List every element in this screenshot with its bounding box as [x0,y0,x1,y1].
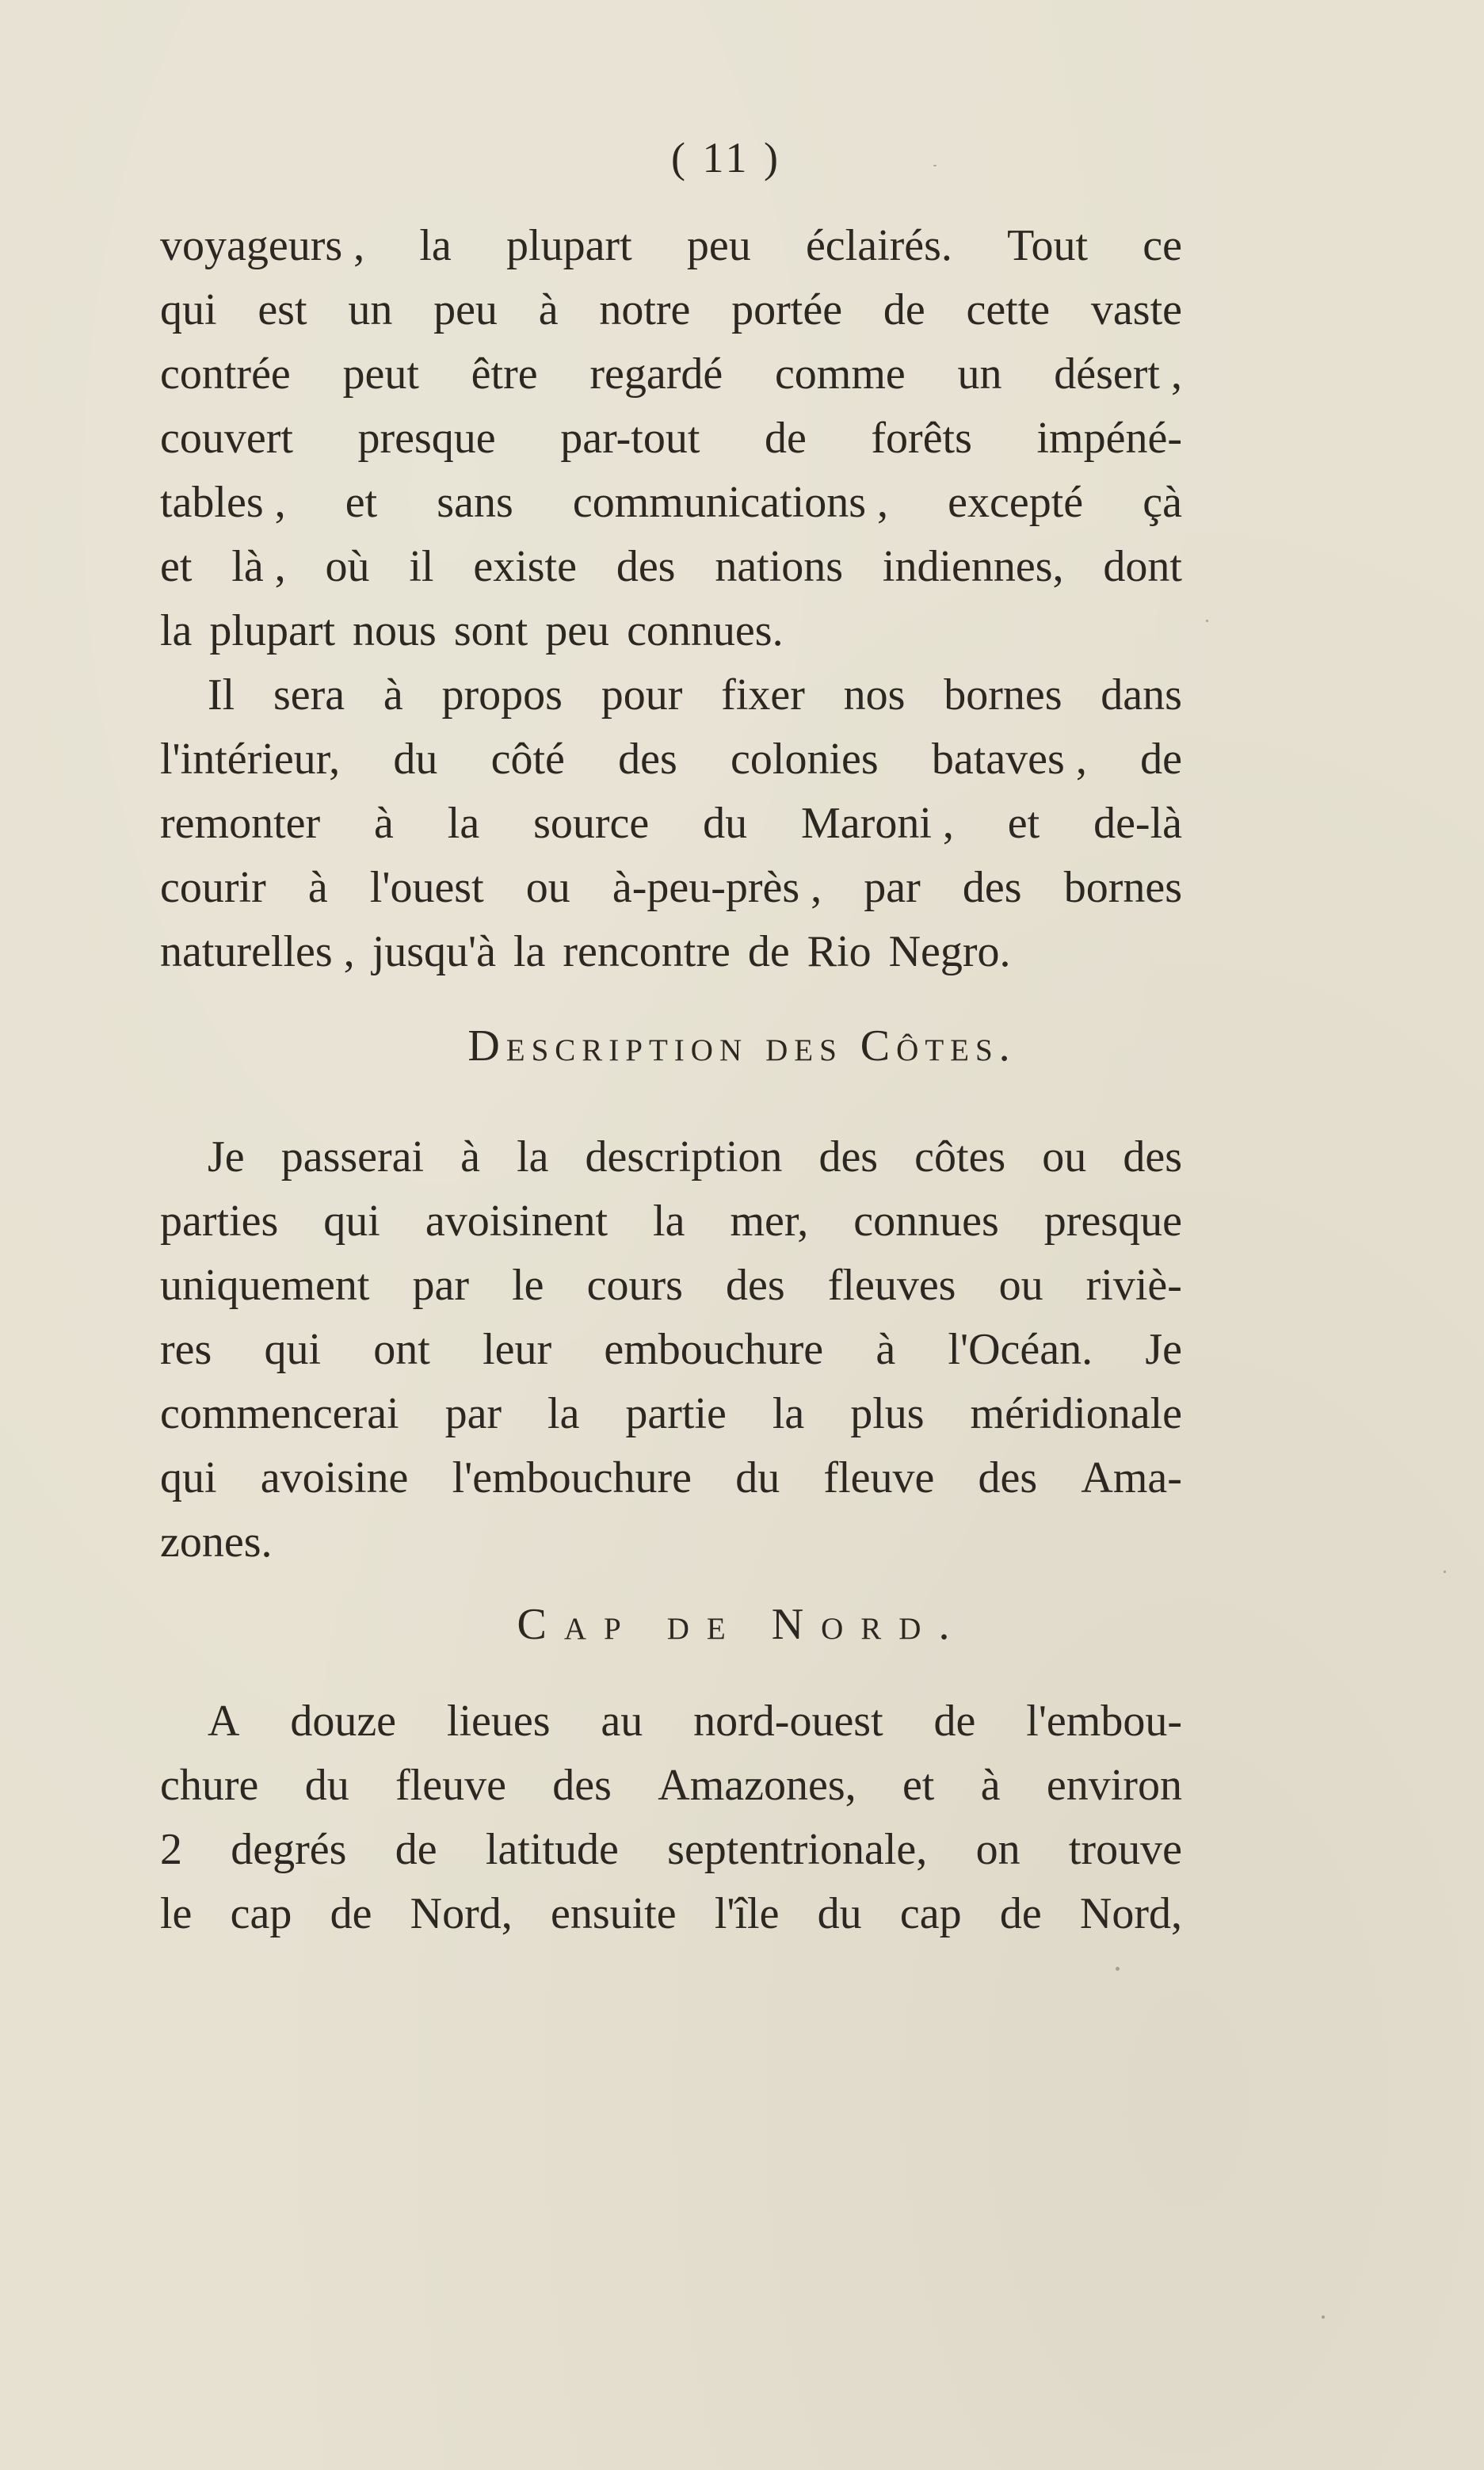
word: de [1140,735,1182,784]
word: à [980,1761,1001,1810]
word: comme [774,349,906,399]
word: degrés [231,1825,347,1874]
word: source [533,799,650,848]
text-line [160,1125,1182,1189]
word: lieues [446,1697,551,1746]
word: la [772,1389,805,1438]
word: dans [1101,670,1182,720]
word: de [395,1825,437,1874]
word: à [460,1132,480,1182]
paper-speck [1206,620,1208,622]
word: existe [473,542,577,591]
text-line [160,1189,1182,1254]
word: çà [1143,478,1182,527]
word: on [975,1825,1020,1874]
word: Nord, [410,1889,513,1938]
word: la [653,1197,685,1246]
word: excepté [948,478,1084,527]
word: tables , [160,478,286,527]
word: peu [433,285,498,334]
word: par [444,1389,502,1438]
word: qui [160,285,217,334]
text-line [160,214,1182,278]
word: 2 [160,1825,182,1874]
word: des [726,1261,785,1310]
word: fixer [721,670,805,720]
word: commencerai [160,1389,399,1438]
word: sont [453,606,528,655]
word: voyageurs , [160,221,365,270]
word: des [978,1453,1038,1502]
word: là , [231,542,286,591]
word: embouchure [604,1325,824,1374]
paper-speck [1116,1967,1120,1971]
word: bornes [944,670,1062,720]
word: peut [342,349,419,399]
text-line [160,1382,1182,1446]
section-heading-description-des-cotes: Description des Côtes. [467,1021,1017,1071]
word: le [512,1261,544,1310]
word: l'Océan. [948,1325,1093,1374]
word: regardé [589,349,723,399]
word: A [208,1697,240,1746]
word: de [883,285,925,334]
word: peu [686,221,751,270]
word: des [962,863,1022,912]
text-line [160,407,1182,471]
word: impéné- [1036,414,1182,463]
text-line [160,278,1182,342]
word: de [999,1889,1042,1938]
word: nations [715,542,844,591]
word: la [447,799,480,848]
word: de [933,1697,976,1746]
word: plupart [209,606,336,655]
word: désert , [1054,349,1182,399]
word: ce [1143,221,1182,270]
word: et [345,478,378,527]
word: notre [599,285,691,334]
word: ensuite [550,1889,677,1938]
word: de-là [1093,799,1182,848]
word: par [412,1261,469,1310]
word: fleuves [827,1261,956,1310]
word: l'île [714,1889,780,1938]
word: et [1007,799,1040,848]
word: du [393,735,438,784]
word: l'embouchure [452,1453,692,1502]
word: du [735,1453,780,1502]
word: bornes [1063,863,1182,912]
text-line [160,1818,1182,1882]
text-line [160,792,1182,856]
word: connues [853,1197,999,1246]
word: être [471,349,538,399]
word: riviè- [1085,1261,1182,1310]
word: à [307,863,328,912]
word: indiennes, [882,542,1064,591]
word: à [374,799,394,848]
word: le [160,1889,193,1938]
word: côtes [914,1132,1006,1182]
word: cette [966,285,1051,334]
word: la [513,927,546,976]
word: chure [160,1761,259,1810]
word: par [864,863,921,912]
word: à [876,1325,896,1374]
word: parties [160,1197,279,1246]
word: Maroni , [801,799,954,848]
word: contrée [160,349,291,399]
word: connues. [627,606,784,655]
word: des [616,542,676,591]
word: sans [437,478,513,527]
word: Ama- [1081,1453,1182,1502]
text-line [160,727,1182,792]
text-line [160,1754,1182,1818]
word: mer, [730,1197,809,1246]
word: à-peu-près , [612,863,822,912]
word: communications , [572,478,889,527]
text-line [160,599,1182,663]
word: bataves , [931,735,1087,784]
word: pour [601,670,683,720]
word: qui [264,1325,322,1374]
word: ou [998,1261,1043,1310]
word: nos [843,670,906,720]
word: au [601,1697,643,1746]
paragraph-1 [160,214,1182,663]
word: septentrionale, [667,1825,928,1874]
word: l'ouest [369,863,484,912]
word: presque [1043,1197,1182,1246]
word: description [585,1132,783,1182]
paragraph-2 [160,663,1182,984]
word: nous [353,606,437,655]
word: à [383,670,403,720]
word: de [330,1889,372,1938]
word: Negro. [888,927,1011,976]
text-line [160,1882,1182,1946]
paper-speck [1444,1571,1446,1573]
word: ont [373,1325,430,1374]
text-line [160,920,1182,984]
word: méridionale [970,1389,1182,1438]
word: l'embou- [1026,1697,1182,1746]
word: uniquement [160,1261,370,1310]
paper-speck [1322,2315,1325,2319]
word: avoisinent [425,1197,608,1246]
word: ou [525,863,570,912]
word: où [325,542,370,591]
word: il [409,542,434,591]
text-line [160,1318,1182,1382]
page-number: ( 11 ) [671,134,781,181]
word: du [703,799,748,848]
word: latitude [485,1825,619,1874]
word: qui [323,1197,380,1246]
word: zones. [160,1518,273,1567]
word: leur [483,1325,552,1374]
word: la [160,606,193,655]
word: Il [208,670,235,720]
word: ou [1042,1132,1087,1182]
word: nord-ouest [693,1697,883,1746]
word: fleuve [395,1761,506,1810]
word: du [817,1889,862,1938]
text-line [160,471,1182,535]
word: Tout [1007,221,1088,270]
section-heading-cap-de-nord: Cap de Nord. [517,1600,967,1649]
word: éclairés. [805,221,952,270]
word: passerai [280,1132,425,1182]
paragraph-4 [160,1689,1182,1946]
word: qui [160,1453,217,1502]
word: par-tout [560,414,700,463]
word: fleuve [823,1453,935,1502]
word: vaste [1090,285,1182,334]
word: des [618,735,677,784]
word: Amazones, [658,1761,856,1810]
word: un [348,285,393,334]
word: Je [208,1132,245,1182]
word: remonter [160,799,321,848]
word: sera [273,670,345,720]
word: Nord, [1079,1889,1182,1938]
text-line [160,342,1182,407]
word: de [747,927,790,976]
word: portée [731,285,843,334]
word: et [160,542,193,591]
word: l'intérieur, [160,735,341,784]
word: rencontre [563,927,731,976]
word: plupart [506,221,632,270]
word: est [258,285,307,334]
word: Rio [807,927,872,976]
text-line [160,1510,1182,1575]
word: de [764,414,807,463]
text-line [160,856,1182,920]
word: et [902,1761,935,1810]
word: trouve [1068,1825,1182,1874]
word: des [1123,1132,1182,1182]
word: à [538,285,559,334]
word: la [547,1389,580,1438]
text-line [160,1446,1182,1510]
word: courir [160,863,266,912]
word: la [419,221,452,270]
paragraph-3 [160,1125,1182,1575]
word: cap [230,1889,292,1938]
word: plus [850,1389,925,1438]
word: cours [586,1261,683,1310]
word: cap [899,1889,962,1938]
text-line [160,1254,1182,1318]
word: colonies [731,735,879,784]
word: res [160,1325,212,1374]
word: la [517,1132,549,1182]
word: douze [290,1697,397,1746]
word: dont [1103,542,1182,591]
word: un [957,349,1002,399]
word: presque [357,414,496,463]
word: du [304,1761,349,1810]
word: peu [545,606,610,655]
text-line [160,1689,1182,1754]
word: naturelles , [160,927,355,976]
word: des [818,1132,879,1182]
word: jusqu'à [372,927,496,976]
text-line [160,535,1182,599]
word: partie [625,1389,727,1438]
word: des [552,1761,612,1810]
word: Je [1145,1325,1182,1374]
word: couvert [160,414,293,463]
word: côté [490,735,565,784]
word: avoisine [260,1453,409,1502]
word: propos [441,670,563,720]
text-line [160,663,1182,727]
word: environ [1046,1761,1182,1810]
paper-speck [933,165,937,166]
word: forêts [871,414,972,463]
